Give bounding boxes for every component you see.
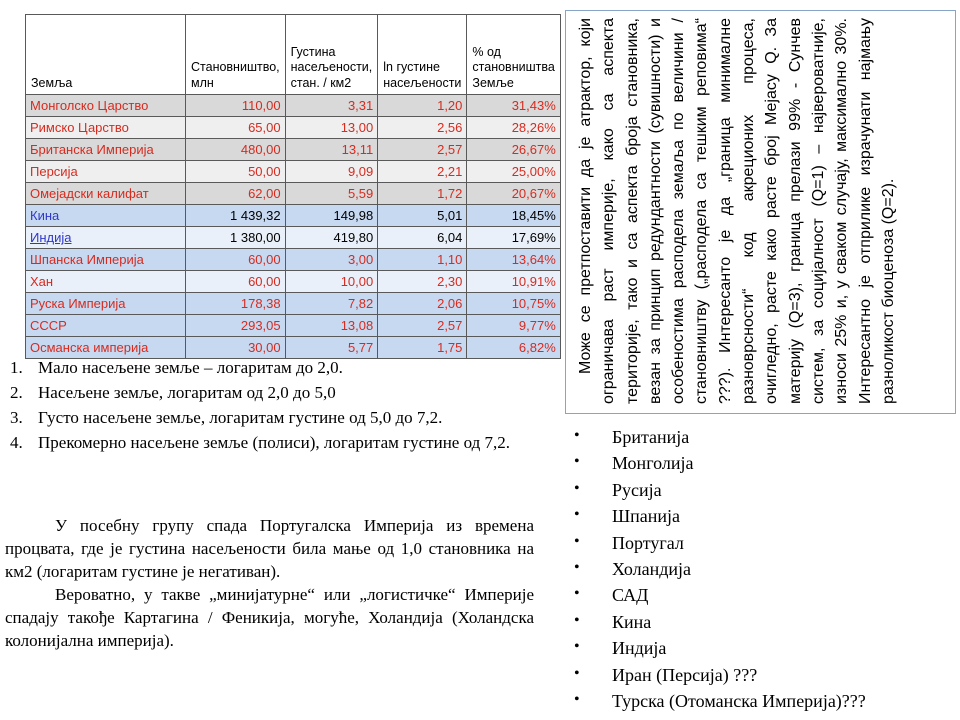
table-row [26, 205, 561, 227]
table-header-row [26, 15, 561, 95]
country-cell: СССР [26, 315, 186, 337]
value-cell: 1 380,00 [186, 227, 286, 249]
value-cell: 62,00 [186, 183, 286, 205]
value-cell: 18,45% [467, 205, 560, 227]
bullet-icon: • [574, 585, 580, 603]
list-item-text: Русија [612, 479, 662, 500]
value-cell: 5,77 [285, 337, 378, 359]
list-item-text: Иран (Персија) ??? [612, 664, 758, 685]
list-item [572, 635, 956, 661]
list-item [572, 424, 956, 450]
col-header-ln-density: ln густине насељености [378, 15, 467, 95]
list-item-text: Турска (Отоманска Империја)??? [612, 691, 866, 712]
rotated-note-text: Може се претпоставити да је атрактор, који ограничава раст империје, како са аспекта територије, тако и са аспекта броја становника, везан за принцип редундантности (сувишности) и особеностима расподела земаља по величини /становништву („расподела са тешким реповима“ ???). Интересанто је да „граница минималне разноврсности“ код акреционих процеса, очигледно, расте како расте број Мејасу Q. За материју (Q=3), граница прелази 99% - Сунчев систем, за социјалност (Q=1) – највероватније, износи 25% и, у сваком случају, максимално 30%. Интересантно је отприлике израчунати најмању разноликост биоценоза (Q=2). [577, 18, 897, 404]
country-cell: Османска империја [26, 337, 186, 359]
table-row [26, 95, 561, 117]
classification-item-text: Насељене земље, логаритам од 2,0 до 5,0 [38, 383, 336, 402]
col-header-population: Становништво, млн [186, 15, 286, 95]
value-cell: 1 439,32 [186, 205, 286, 227]
value-cell: 26,67% [467, 139, 560, 161]
classification-item-text: Мало насељене земље – логаритам до 2,0. [38, 358, 343, 377]
value-cell: 50,00 [186, 161, 286, 183]
value-cell: 7,82 [285, 293, 378, 315]
table-row [26, 227, 561, 249]
list-item-text: САД [612, 585, 649, 606]
bullet-icon: • [574, 664, 580, 682]
value-cell: 6,04 [378, 227, 467, 249]
list-item [572, 530, 956, 556]
value-cell: 60,00 [186, 249, 286, 271]
value-cell: 13,08 [285, 315, 378, 337]
value-cell: 20,67% [467, 183, 560, 205]
table-row [26, 139, 561, 161]
bullet-icon: • [574, 559, 580, 577]
value-cell: 149,98 [285, 205, 378, 227]
value-cell: 60,00 [186, 271, 286, 293]
value-cell: 2,21 [378, 161, 467, 183]
classification-item [8, 355, 532, 380]
value-cell: 419,80 [285, 227, 378, 249]
list-item-text: Холандија [612, 559, 692, 580]
bullet-icon: • [574, 506, 580, 524]
value-cell: 6,82% [467, 337, 560, 359]
list-item [572, 582, 956, 608]
value-cell: 110,00 [186, 95, 286, 117]
bullet-icon: • [574, 638, 580, 656]
country-cell: Персија [26, 161, 186, 183]
value-cell: 5,59 [285, 183, 378, 205]
list-item [572, 450, 956, 476]
value-cell: 10,75% [467, 293, 560, 315]
value-cell: 10,00 [285, 271, 378, 293]
notes-paragraphs [5, 514, 534, 652]
list-item [572, 688, 956, 714]
table-row [26, 183, 561, 205]
empires-table [25, 14, 561, 359]
list-number: 3. [10, 408, 23, 427]
list-item [572, 609, 956, 635]
col-header-density: Густина насељености, стан. / км2 [285, 15, 378, 95]
country-cell: Римско Царство [26, 117, 186, 139]
value-cell: 293,05 [186, 315, 286, 337]
list-item [572, 556, 956, 582]
country-cell: Британска Империја [26, 139, 186, 161]
value-cell: 1,10 [378, 249, 467, 271]
value-cell: 65,00 [186, 117, 286, 139]
value-cell: 9,09 [285, 161, 378, 183]
country-cell: Омејадски калифат [26, 183, 186, 205]
bullet-icon: • [574, 691, 580, 709]
paragraph-carthage: Вероватно, у такве „минијатурне“ или „логистичке“ Империје спадају такође Картагина / Феникија, могуће, Холандија (Холандска колонијална империја). [5, 585, 534, 650]
classification-item-text: Прекомерно насељене земље (полиси), логаритам густине од 7,2. [38, 433, 511, 452]
value-cell: 2,06 [378, 293, 467, 315]
list-item-text: Португал [612, 532, 684, 553]
value-cell: 3,31 [285, 95, 378, 117]
col-header-country: Земља [26, 15, 186, 95]
value-cell: 5,01 [378, 205, 467, 227]
bullet-icon: • [574, 532, 580, 550]
list-number: 2. [10, 383, 23, 402]
country-link[interactable]: Индија [26, 227, 186, 249]
value-cell: 2,57 [378, 139, 467, 161]
value-cell: 30,00 [186, 337, 286, 359]
value-cell: 2,56 [378, 117, 467, 139]
value-cell: 2,57 [378, 315, 467, 337]
country-cell: Монголско Царство [26, 95, 186, 117]
value-cell: 13,00 [285, 117, 378, 139]
empire-candidates-list [572, 424, 956, 714]
value-cell: 480,00 [186, 139, 286, 161]
table-row [26, 249, 561, 271]
list-item-text: Кина [612, 611, 652, 632]
value-cell: 9,77% [467, 315, 560, 337]
value-cell: 10,91% [467, 271, 560, 293]
bullet-icon: • [574, 453, 580, 471]
bullet-icon: • [574, 427, 580, 444]
country-cell: Шпанска Империја [26, 249, 186, 271]
list-number: 1. [10, 358, 23, 377]
country-cell: Хан [26, 271, 186, 293]
value-cell: 13,64% [467, 249, 560, 271]
country-link[interactable]: Кина [26, 205, 186, 227]
value-cell: 3,00 [285, 249, 378, 271]
value-cell: 17,69% [467, 227, 560, 249]
value-cell: 28,26% [467, 117, 560, 139]
paragraph-portugal: У посебну групу спада Португалска Империја из времена процвата, где је густина насељености била мање од 1,0 становника на км2 (логаритам густине је негативан). [5, 516, 534, 581]
bullet-icon: • [574, 479, 580, 497]
list-item-text: Индија [612, 638, 667, 659]
list-item [572, 477, 956, 503]
classification-item [8, 405, 532, 430]
list-number: 4. [10, 433, 23, 452]
list-item-text: Шпанија [612, 506, 681, 527]
value-cell: 25,00% [467, 161, 560, 183]
classification-item [8, 430, 532, 455]
list-item [572, 503, 956, 529]
list-item-text: Монголија [612, 453, 694, 474]
country-cell: Руска Империја [26, 293, 186, 315]
table-row [26, 117, 561, 139]
value-cell: 1,75 [378, 337, 467, 359]
value-cell: 2,30 [378, 271, 467, 293]
value-cell: 13,11 [285, 139, 378, 161]
list-item-text: Британија [612, 427, 690, 447]
table-row [26, 315, 561, 337]
value-cell: 31,43% [467, 95, 560, 117]
col-header-pct-world: % од становништва Земље [467, 15, 560, 95]
classification-item-text: Густо насељене земље, логаритам густине од 5,0 до 7,2. [38, 408, 443, 427]
list-item [572, 662, 956, 688]
rotated-note-box [565, 10, 956, 414]
classification-item [8, 380, 532, 405]
value-cell: 178,38 [186, 293, 286, 315]
table-row [26, 293, 561, 315]
value-cell: 1,20 [378, 95, 467, 117]
value-cell: 1,72 [378, 183, 467, 205]
table-row [26, 161, 561, 183]
bullet-icon: • [574, 611, 580, 629]
table-row [26, 271, 561, 293]
classification-list [8, 355, 532, 455]
